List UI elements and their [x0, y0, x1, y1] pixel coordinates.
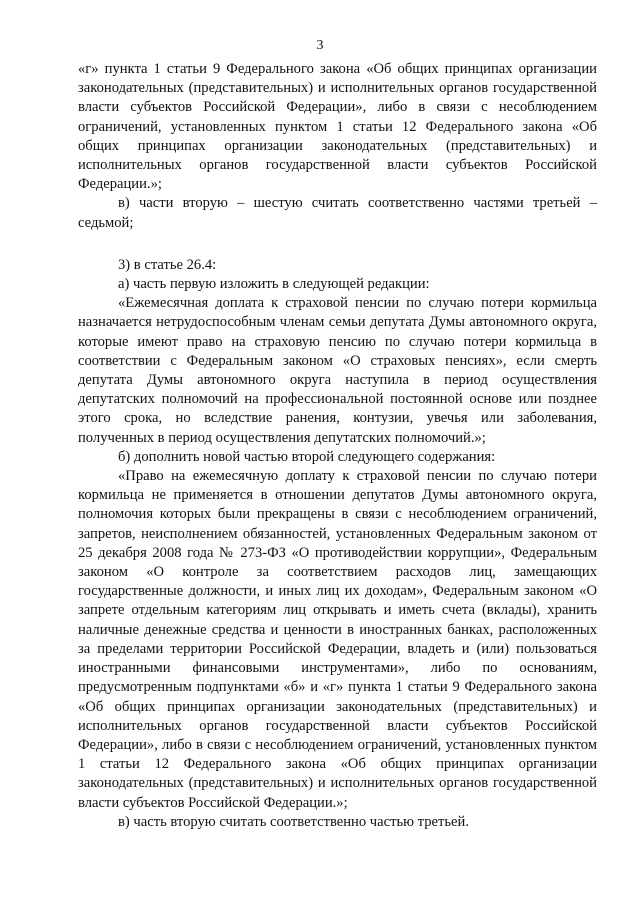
paragraph-item-b: б) дополнить новой частью второй следующего содержания: — [118, 448, 496, 465]
paragraph-item-a: а) часть первую изложить в следующей редакции: — [118, 276, 430, 293]
paragraph-quote-part-one: «Ежемесячная доплата к страховой пенсии по случаю потери кормильца назначается нетрудоспособным членам семьи депутата Думы автономного округа, которые имеют право на страховую пенсию по случаю потери кормильца в соответствии с Федеральным законом «О страховых пенсиях», если смерть депутата Думы автономного округа наступила в период осуществления депутатских полномочий на профессиональной постоянной основе или позднее этого срока, но вследствие ранения, контузии, увечья или заболевания, полученных в период осуществления депутатских полномочий.»; — [78, 295, 597, 446]
document-body — [78, 60, 597, 832]
paragraph-quote-part-two: «Право на ежемесячную доплату к страховой пенсии по случаю потери кормильца не применяется в отношении депутатов Думы автономного округа, полномочия которых были прекращены в связи с несоблюдением ограничений, запретов, неисполнением обязанностей, установленных Федеральным законом от 25 декабря 2008 года № 273-ФЗ «О противодействии коррупции», Федеральным законом «О контроле за соответствием расходов лиц, замещающих государственные должности, и иных лиц их доходам», Федеральным законом «О запрете отдельным категориям лиц открывать и иметь счета (вклады), хранить наличные денежные средства и ценности в иностранных банках, расположенных за пределами территории Российской Федерации, владеть и (или) пользоваться иностранными финансовыми инструментами», либо по основаниям, предусмотренным подпунктами «б» и «г» пункта 1 статьи 9 Федерального закона «Об общих принципах организации законодательных (представительных) и исполнительных органов государственной власти субъектов Российской Федерации», либо в связи с несоблюдением ограничений, установленных пунктом 1 статьи 12 Федерального закона «Об общих принципах организации законодательных (представительных) и исполнительных органов государственной власти субъектов Российской Федерации.»; — [78, 468, 597, 811]
paragraph-item-v-final: в) часть вторую считать соответственно частью третьей. — [118, 813, 469, 830]
paragraph-article-heading: 3) в статье 26.4: — [118, 256, 217, 273]
paragraph-continuation: «г» пункта 1 статьи 9 Федерального закона «Об общих принципах организации законодательных (представительных) и исполнительных органов государственной власти субъектов Российской Федерации», либо в связи с несоблюдением ограничений, установленных пунктом 1 статьи 12 Федерального закона «Об общих принципах организации законодательных (представительных) и исполнительных органов государственной власти субъектов Российской Федерации.»; — [78, 61, 597, 193]
paragraph-spacer — [78, 233, 597, 256]
paragraph-item-v: в) части вторую – шестую считать соответственно частями третьей – седьмой; — [78, 195, 597, 231]
page-number: 3 — [316, 38, 324, 53]
